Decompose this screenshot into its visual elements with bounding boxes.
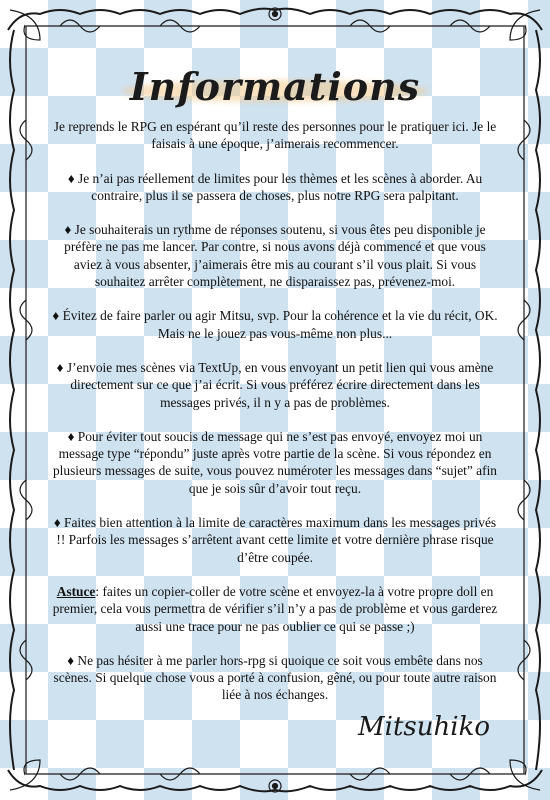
reply-paragraph: ♦ Pour éviter tout soucis de message qui ne s’est pas envoyé, envoyez moi un message type “répondu” juste après votre partie de la scène. Si vous répondez en plusieurs messages de suite, vous pouvez numéroter les messages dans “sujet” afin que je sois sûr d’avoir tout reçu. [52, 428, 497, 496]
char-limit-paragraph: ♦ Faites bien attention à la limite de caractères maximum dans les messages privés !! Parfois les messages s’arrêtent avant cette limite et votre dernière phrase risque d’être coupée. [53, 515, 497, 565]
textup-paragraph: ♦ J’envoie mes scènes via TextUp, en vous envoyant un petit lien qui vous amène directement sur ce que j’ai écrit. Si vous préférez écrire directement dans les messages privés, il n y a pas de problèmes. [56, 359, 494, 410]
tip-text: : faites un copier-coller de votre scène et envoyez-la à votre propre doll en premier, cela vous permettra de vérifier s’il n’y a pas de problème et vous garderez aussi une trace pour ne pas oublier ce qui se passe ;) [52, 583, 498, 634]
intro-paragraph: Je reprends le RPG en espérant qu’il reste des personnes pour le pratiquer ici. Je le faisais à une époque, j’aimerais recommencer. [53, 119, 497, 152]
info-content [52, 66, 498, 721]
signature: Mitsuhiko [358, 712, 490, 742]
limits-paragraph: ♦ Je n’ai pas réellement de limites pour les thèmes et les scènes à aborder. Au contraire, plus il se passera de choses, plus notre RPG sera palpitant. [67, 170, 483, 203]
mitsu-paragraph: ♦ Évitez de faire parler ou agir Mitsu, svp. Pour la cohérence et la vie du récit, OK. Mais ne le jouez pas vous-même non plus... [52, 308, 498, 341]
tip-label: Astuce [56, 583, 96, 599]
rhythm-paragraph: ♦ Je souhaiterais un rythme de réponses soutenu, si vous êtes peu disponible je préfère ne pas me lancer. Par contre, si nous avons déjà commencé et que vous aviez à vous absenter, j’aimerais être mis au courant s’il vous plait. Si vous souhaitez arrêter complètement, ne disparaissez pas, prévenez-moi. [64, 222, 486, 290]
title-text: Informations [129, 64, 421, 109]
page-title [130, 66, 420, 108]
tip-paragraph [52, 583, 498, 635]
contact-paragraph: ♦ Ne pas hésiter à me parler hors-rpg si quoique ce soit vous embête dans nos scènes. Si quelque chose vous a porté à confusion, gêné, ou pour toute autre raison liée à nos échanges. [53, 652, 497, 703]
